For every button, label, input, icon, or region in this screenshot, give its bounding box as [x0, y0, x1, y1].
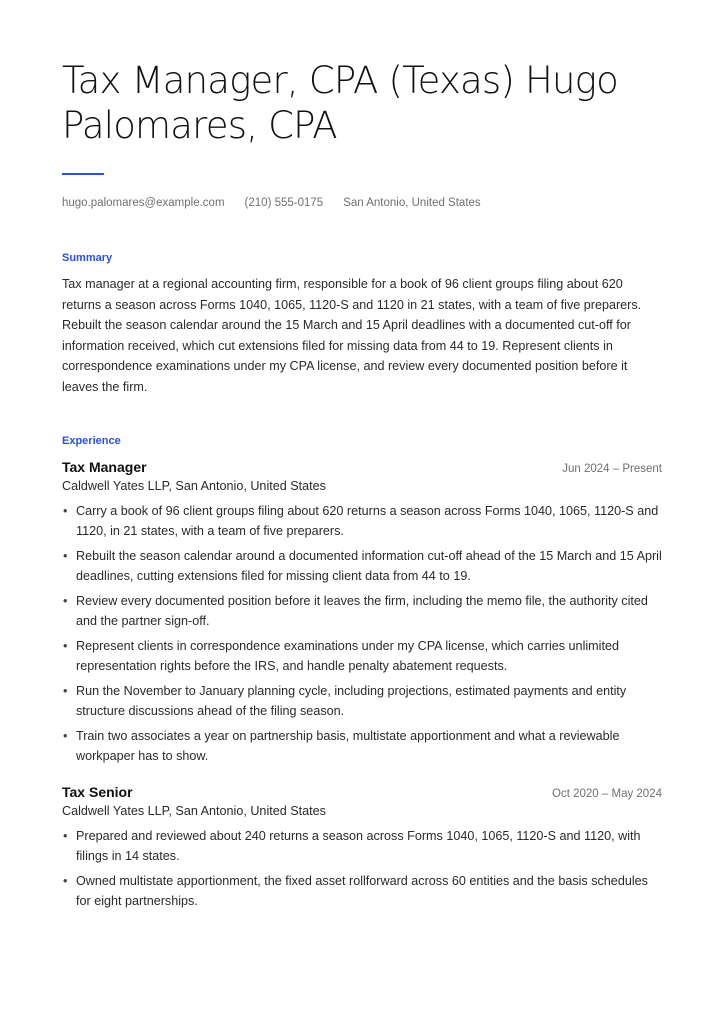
resume-page — [62, 58, 662, 916]
contact-phone[interactable]: (210) 555-0175 — [244, 197, 324, 209]
bullet-text: Run the November to January planning cycle, including projections, estimated payments and entity structure discussions ahead of the filing season. — [76, 684, 627, 718]
job-bullet-list — [62, 501, 662, 766]
accent-divider — [62, 173, 104, 175]
job-title: Tax Manager — [62, 459, 147, 475]
contact-email[interactable]: hugo.palomares@example.com — [62, 197, 225, 209]
bullet-text: Prepared and reviewed about 240 returns a season across Forms 1040, 1065, 1120-S and 1120, with filings in 14 states. — [76, 829, 641, 863]
list-item — [62, 591, 662, 631]
list-item — [62, 826, 662, 866]
bullet-icon: • — [63, 504, 68, 518]
job-company: Caldwell Yates LLP, San Antonio, United States — [62, 804, 326, 818]
job-title: Tax Senior — [62, 784, 133, 800]
bullet-text: Represent clients in correspondence examinations under my CPA license, which carries unlimited representation rights before the IRS, and handle penalty abatement requests. — [76, 639, 619, 673]
bullet-icon: • — [63, 549, 68, 563]
experience-heading: Experience — [62, 435, 121, 447]
job-dates: Oct 2020 – May 2024 — [552, 788, 662, 800]
bullet-icon: • — [63, 684, 68, 698]
job-dates: Jun 2024 – Present — [562, 463, 662, 475]
list-item — [62, 871, 662, 911]
bullet-icon: • — [63, 874, 68, 888]
list-item — [62, 501, 662, 541]
job-entry — [62, 459, 662, 766]
job-company: Caldwell Yates LLP, San Antonio, United States — [62, 479, 326, 493]
bullet-text: Review every documented position before it leaves the firm, including the memo file, the authority cited and the partner sign-off. — [76, 594, 648, 628]
summary-heading: Summary — [62, 252, 113, 264]
summary-text: Tax manager at a regional accounting firm, responsible for a book of 96 client groups filing about 620 returns a season across Forms 1040, 1065, 1120-S and 1120 in 21 states, with a team of five preparers. Rebuilt the season calendar around the 15 March and 15 April deadlines with a documented cut-off for information received, which cut extensions filed for missing data from 44 to 19. Represent clients in correspondence examinations under my CPA license, and review every documented position before it leaves the firm. — [62, 277, 642, 394]
bullet-icon: • — [63, 829, 68, 843]
bullet-text: Carry a book of 96 client groups filing about 620 returns a season across Forms 1040, 1065, 1120-S and 1120, in 21 states, with a team of five preparers. — [76, 504, 659, 538]
contact-location: San Antonio, United States — [343, 197, 481, 209]
bullet-icon: • — [63, 594, 68, 608]
job-header — [62, 459, 662, 475]
list-item — [62, 681, 662, 721]
list-item — [62, 726, 662, 766]
bullet-text: Owned multistate apportionment, the fixed asset rollforward across 60 entities and the basis schedules for eight partnerships. — [76, 874, 648, 908]
bullet-text: Train two associates a year on partnership basis, multistate apportionment and what a reviewable workpaper has to show. — [76, 729, 620, 763]
bullet-icon: • — [63, 639, 68, 653]
page-title: Tax Manager, CPA (Texas) Hugo Palomares, CPA — [62, 59, 618, 147]
list-item — [62, 636, 662, 676]
list-item — [62, 546, 662, 586]
job-entry — [62, 784, 662, 911]
contact-line — [62, 197, 662, 209]
bullet-text: Rebuilt the season calendar around a documented information cut-off ahead of the 15 March and 15 April deadlines, cutting extensions filed for missing client data from 44 to 19. — [76, 549, 662, 583]
job-bullet-list — [62, 826, 662, 911]
job-header — [62, 784, 662, 800]
bullet-icon: • — [63, 729, 68, 743]
